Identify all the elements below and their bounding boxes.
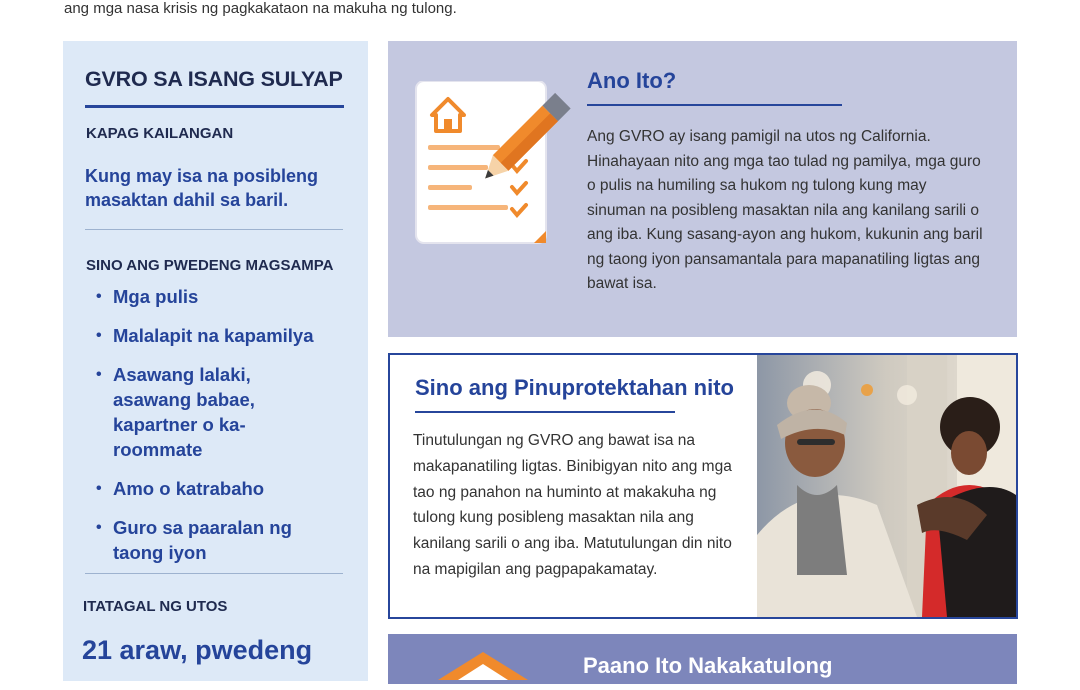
document-pencil-icon <box>414 81 574 251</box>
intro-text: ang mga nasa krisis ng pagkakataon na makuha ng tulong. <box>64 0 457 17</box>
list-item: • Amo o katrabaho <box>96 478 265 499</box>
who-protected-title: Sino ang Pinuprotektahan nito <box>415 375 734 400</box>
how-it-helps-title: Paano Ito Nakakatulong <box>583 653 833 678</box>
sidebar-title: GVRO SA ISANG SULYAP <box>85 67 343 91</box>
what-is-it-body: Ang GVRO ay isang pamigil na utos ng California. Hinahayaan nito ang mga tao tulad ng pamilya, mga guro o pulis na humiling sa hukom ng tulong kung may sinuman na posibleng masaktan nila ang kanilang sarili o ang iba. Kung sasang-ayon ang hukom, kukunin ang baril ng taong iyon pansamantala para mapanatiling ligtas ang bawat isa. <box>587 128 983 292</box>
title-divider <box>587 104 842 106</box>
what-is-it-card <box>388 41 1017 337</box>
duration-label: ITATAGAL NG UTOS <box>83 598 228 615</box>
list-item: • Guro sa paaralan ng taong iyon <box>96 517 292 563</box>
at-a-glance-sidebar <box>63 41 368 681</box>
title-divider <box>415 411 675 413</box>
list-item: • Asawang lalaki, asawang babae, kapartner o ka-roommate <box>96 364 255 460</box>
who-protected-card <box>388 353 1018 619</box>
who-protected-body: Tinutulungan ng GVRO ang bawat isa na makapanatiling ligtas. Binibigyan nito ang mga tao ng panahon na huminto at makakuha ng tulong kung posibleng masaktan nila ang kanilang sarili o ang iba. Matutulungan din nito na mapigilan ang pagpapakamatay. <box>413 432 732 578</box>
sidebar-divider <box>85 573 343 574</box>
when-label: KAPAG KAILANGAN <box>86 125 234 142</box>
house-icon <box>428 650 538 690</box>
sidebar-title-divider <box>85 105 344 108</box>
who-can-file-list <box>96 284 343 579</box>
duration-text: 21 araw, pwedeng <box>82 635 313 665</box>
list-item: • Malalapit na kapamilya <box>96 325 314 346</box>
people-photo <box>757 355 1016 617</box>
how-it-helps-card <box>388 634 1017 684</box>
what-is-it-title: Ano Ito? <box>587 68 677 93</box>
list-item: • Mga pulis <box>96 286 199 307</box>
when-text: Kung may isa na posibleng masaktan dahil sa baril. <box>85 166 319 210</box>
sidebar-divider <box>85 229 343 230</box>
who-can-file-label: SINO ANG PWEDENG MAGSAMPA <box>86 257 334 274</box>
